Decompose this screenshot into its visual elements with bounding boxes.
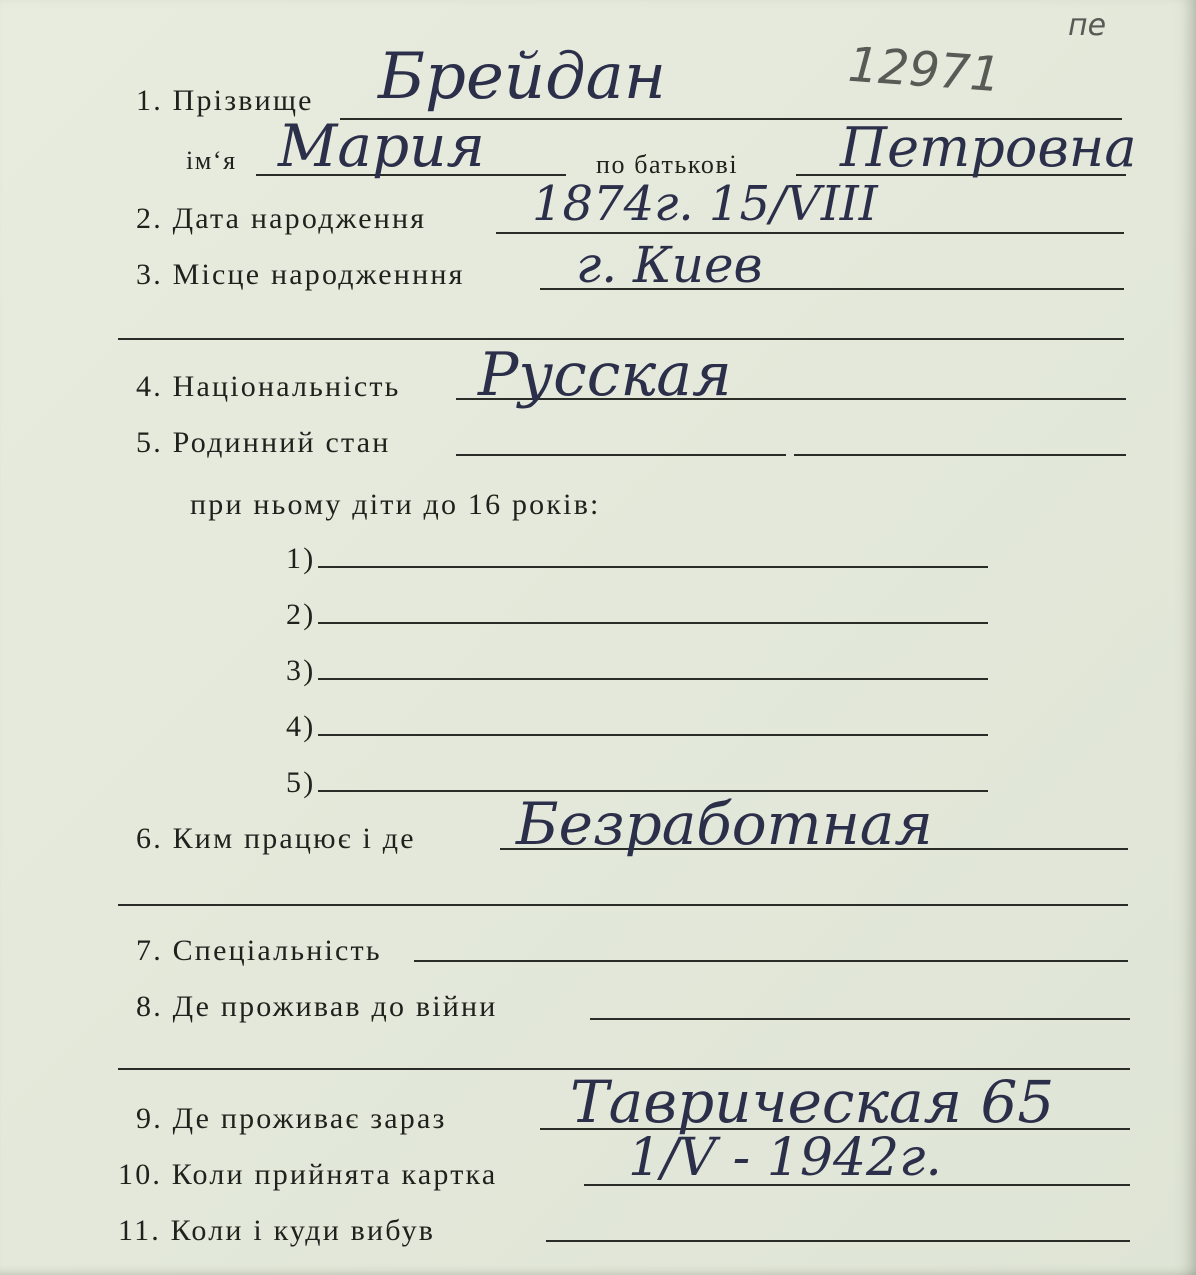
marital-status-line-2 [794, 454, 1126, 456]
birth-place-value: г. Киев [576, 236, 763, 294]
name-label: ім‘я [186, 146, 237, 175]
card-accepted-value: 1/V - 1942г. [628, 1128, 942, 1188]
child-3-line [318, 678, 988, 680]
child-4-line [318, 734, 988, 736]
child-1-line [318, 566, 988, 568]
name-value: Мария [278, 112, 485, 180]
patronymic-value: Петровна [840, 116, 1137, 179]
current-residence-label: 9. Де проживає зараз [136, 1102, 447, 1135]
marital-status-label: 5. Родинний стан [136, 426, 391, 459]
child-5-label: 5) [286, 766, 316, 799]
nationality-label: 4. Національність [136, 370, 401, 403]
pencil-archive-number: 12971 [846, 36, 1003, 104]
card-accepted-label: 10. Коли прийнята картка [118, 1158, 498, 1191]
surname-label: 1. Прізвище [136, 84, 314, 117]
birth-date-value: 1874г. 15/VIII [532, 176, 878, 232]
surname-value: Брейдан [378, 40, 666, 114]
nationality-value: Русская [478, 340, 732, 410]
birth-place-label: 3. Місце народженння [136, 258, 465, 291]
departure-label: 11. Коли і куди вибув [118, 1214, 436, 1247]
patronymic-label: по батькові [596, 150, 739, 179]
child-2-line [318, 622, 988, 624]
prewar-residence-line [590, 1018, 1130, 1020]
prewar-residence-label: 8. Де проживав до війни [136, 990, 498, 1023]
children-label: при ньому діти до 16 років: [190, 488, 601, 521]
occupation-label: 6. Ким працює і де [136, 822, 416, 855]
occupation-value: Безработная [516, 790, 933, 858]
birth-date-label: 2. Дата народження [136, 202, 427, 235]
child-2-label: 2) [286, 598, 316, 631]
departure-line [546, 1240, 1130, 1242]
child-3-label: 3) [286, 654, 316, 687]
marital-status-line [456, 454, 786, 456]
pencil-corner-mark: пе [1068, 8, 1107, 43]
child-4-label: 4) [286, 710, 316, 743]
speciality-label: 7. Спеціальність [136, 934, 382, 967]
occupation-line-2 [118, 904, 1128, 906]
birth-date-line [496, 232, 1124, 234]
current-residence-value: Таврическая 65 [570, 1068, 1055, 1136]
child-1-label: 1) [286, 542, 316, 575]
speciality-line [414, 960, 1128, 962]
